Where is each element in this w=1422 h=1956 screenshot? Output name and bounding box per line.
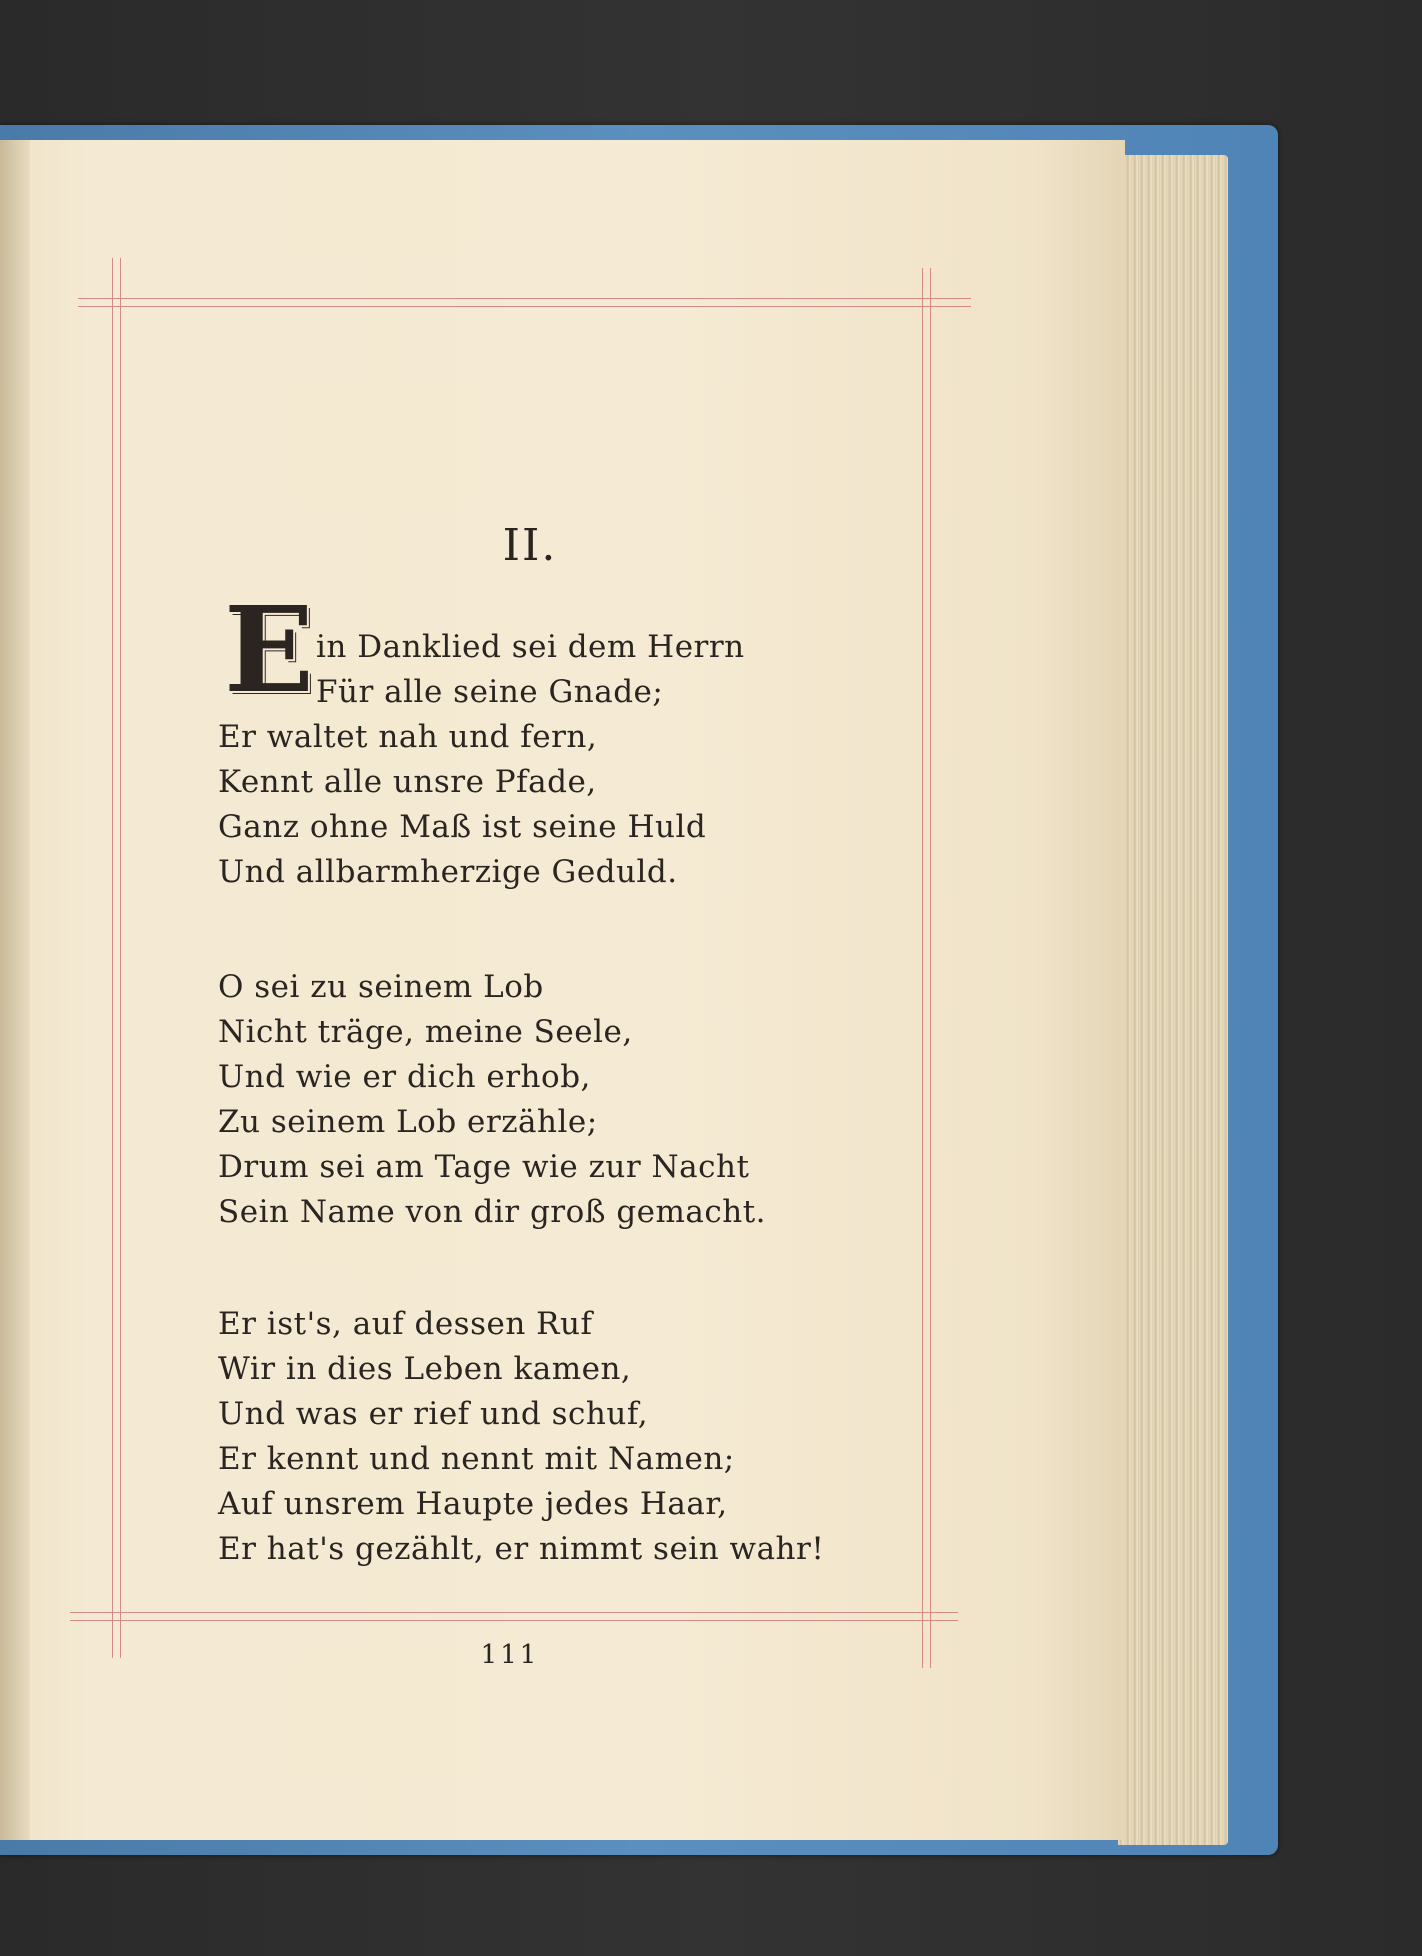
- frame-top-rule-inner: [78, 306, 971, 307]
- poem-line: Für alle seine Gnade;: [316, 674, 664, 710]
- stanza-1: [218, 625, 745, 895]
- frame-top-rule: [78, 298, 971, 299]
- poem-line: O sei zu seinem Lob: [218, 969, 544, 1005]
- poem-line: Ganz ohne Maß ist seine Huld: [218, 809, 707, 845]
- frame-bottom-rule: [70, 1612, 958, 1613]
- poem-line: Er waltet nah und fern,: [218, 719, 598, 755]
- frame-right-rule: [922, 268, 923, 1668]
- poem-line: Nicht träge, meine Seele,: [218, 1014, 633, 1050]
- poem-line: Sein Name von dir groß gemacht.: [218, 1194, 767, 1230]
- page-edges: [1118, 155, 1228, 1845]
- decorated-initial: E: [224, 580, 314, 719]
- poem-line: Und was er rief und schuf,: [218, 1396, 649, 1432]
- page-number: 111: [480, 1640, 540, 1670]
- poem-line: Er kennt und nennt mit Namen;: [218, 1441, 735, 1477]
- poem-line: Zu seinem Lob erzähle;: [218, 1104, 598, 1140]
- stanza-2: [218, 965, 766, 1235]
- stanza-3: [218, 1302, 824, 1572]
- poem-line: Er hat's gezählt, er nimmt sein wahr!: [218, 1531, 825, 1567]
- page-gutter: [0, 140, 30, 1840]
- frame-left-rule-inner: [120, 258, 121, 1658]
- poem-line: Wir in dies Leben kamen,: [218, 1351, 632, 1387]
- poem-line: Und allbarmherzige Geduld.: [218, 854, 678, 890]
- frame-left-rule: [112, 258, 113, 1658]
- poem-line: Drum sei am Tage wie zur Nacht: [218, 1149, 750, 1185]
- poem-line: in Danklied sei dem Herrn: [316, 629, 745, 665]
- poem-line: Auf unsrem Haupte jedes Haar,: [218, 1486, 728, 1522]
- poem-line: Er ist's, auf dessen Ruf: [218, 1306, 593, 1342]
- poem-line: Kennt alle unsre Pfade,: [218, 764, 597, 800]
- frame-bottom-rule-inner: [70, 1620, 958, 1621]
- poem-line: Und wie er dich erhob,: [218, 1059, 591, 1095]
- section-heading: II.: [502, 520, 558, 571]
- frame-right-rule-inner: [930, 268, 931, 1668]
